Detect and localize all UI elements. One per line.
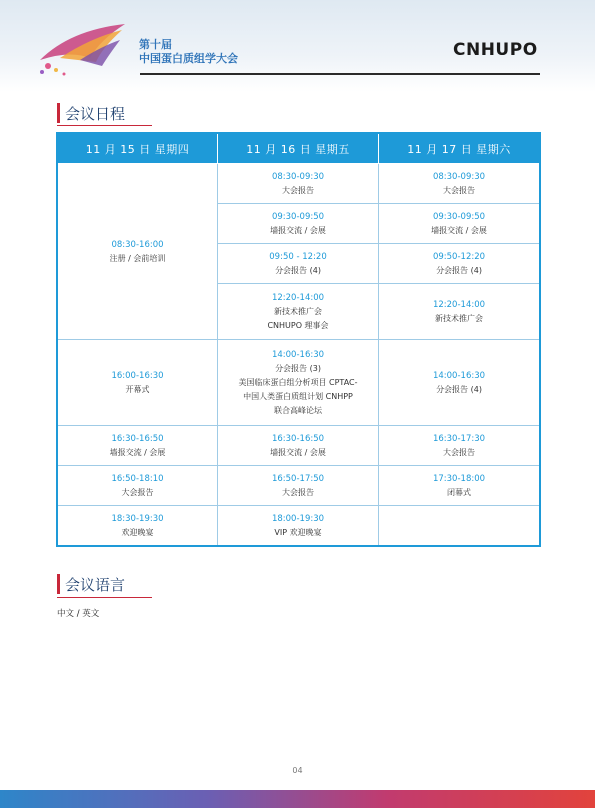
session-desc: CNHUPO 理事会 xyxy=(267,320,329,330)
brand-logo: CNHUPO xyxy=(453,40,538,60)
session-desc: 闭幕式 xyxy=(447,487,471,497)
schedule-cell xyxy=(218,244,379,284)
session-time: 16:30-16:50 xyxy=(111,433,164,444)
session-desc: 墙报交流 / 会展 xyxy=(109,447,166,457)
schedule-cell xyxy=(379,244,540,284)
session-time: 08:30-09:30 xyxy=(432,171,486,182)
session-desc: 联合高峰论坛 xyxy=(274,405,322,415)
session-desc: 墙报交流 / 会展 xyxy=(431,225,487,235)
session-desc: 大会报告 xyxy=(443,185,475,195)
session-desc: 分会报告 (4) xyxy=(436,384,482,394)
session-desc: 开幕式 xyxy=(125,384,150,394)
session-time: 16:30-17:30 xyxy=(432,433,486,444)
footer-gradient-bar xyxy=(0,790,595,808)
session-desc: 大会报告 xyxy=(443,447,475,457)
language-section-title xyxy=(57,573,125,595)
session-desc: 新技术推广会 xyxy=(274,306,322,316)
schedule-table xyxy=(57,133,540,546)
session-time: 18:30-19:30 xyxy=(111,513,164,524)
session-time: 16:00-16:30 xyxy=(111,370,164,381)
session-desc: 中国人类蛋白质组计划 CNHPP xyxy=(243,391,353,401)
session-time: 08:30-16:00 xyxy=(111,239,164,250)
schedule-cell xyxy=(58,426,218,466)
session-time: 14:00-16:30 xyxy=(432,370,486,381)
session-time: 16:30-16:50 xyxy=(271,433,325,444)
session-time: 09:30-09:50 xyxy=(271,211,325,222)
session-desc: 分会报告 (4) xyxy=(436,265,482,275)
schedule-header-row xyxy=(58,134,540,164)
session-desc: 墙报交流 / 会展 xyxy=(270,225,326,235)
session-desc: 大会报告 xyxy=(121,487,154,497)
schedule-cell xyxy=(218,466,379,506)
schedule-cell xyxy=(58,340,218,426)
session-time: 09:30-09:50 xyxy=(432,211,486,222)
session-desc: 墙报交流 / 会展 xyxy=(270,447,326,457)
session-time: 12:20-14:00 xyxy=(271,292,325,303)
schedule-cell xyxy=(218,506,379,546)
schedule-cell xyxy=(379,340,540,426)
schedule-cell xyxy=(379,284,540,340)
session-desc: 大会报告 xyxy=(282,487,314,497)
schedule-section-title xyxy=(57,102,125,124)
session-desc: 大会报告 xyxy=(282,185,314,195)
session-desc: 欢迎晚宴 xyxy=(121,527,154,537)
session-time: 09:50-12:20 xyxy=(432,251,486,262)
session-time: 12:20-14:00 xyxy=(432,299,486,310)
schedule-cell xyxy=(379,466,540,506)
column-header-day3: 11 月 17 日 星期六 xyxy=(379,134,540,164)
schedule-cell xyxy=(58,466,218,506)
section-underline xyxy=(57,125,152,126)
schedule-cell xyxy=(218,340,379,426)
session-desc: VIP 欢迎晚宴 xyxy=(274,527,322,537)
schedule-cell xyxy=(218,204,379,244)
schedule-cell xyxy=(218,164,379,204)
language-text: 中文 / 英文 xyxy=(57,609,100,619)
header-divider xyxy=(140,73,540,75)
session-desc: 分会报告 (3) xyxy=(275,363,321,373)
session-time: 18:00-19:30 xyxy=(271,513,325,524)
schedule-cell xyxy=(379,426,540,466)
language-title-text: 会议语言 xyxy=(65,575,126,594)
session-desc: 分会报告 (4) xyxy=(275,265,321,275)
session-time: 16:50-17:50 xyxy=(271,473,325,484)
conference-title-line2: 中国蛋白质组学大会 xyxy=(139,52,238,65)
schedule-cell xyxy=(218,284,379,340)
column-header-day1: 11 月 15 日 星期四 xyxy=(58,134,218,164)
session-time: 09:50 - 12:20 xyxy=(269,251,327,262)
schedule-cell xyxy=(379,204,540,244)
schedule-cell-empty xyxy=(379,506,540,546)
column-header-day2: 11 月 16 日 星期五 xyxy=(218,134,379,164)
schedule-cell xyxy=(58,506,218,546)
schedule-cell xyxy=(58,164,218,340)
session-time: 08:30-09:30 xyxy=(271,171,325,182)
section-marker xyxy=(57,103,60,123)
page-number: 04 xyxy=(292,766,303,775)
section-underline xyxy=(57,597,152,598)
schedule-title-text: 会议日程 xyxy=(65,104,126,123)
schedule-cell xyxy=(218,426,379,466)
section-marker xyxy=(57,574,60,594)
session-time: 16:50-18:10 xyxy=(111,473,164,484)
session-desc: 新技术推广会 xyxy=(435,313,483,323)
session-time: 17:30-18:00 xyxy=(432,473,486,484)
conference-title xyxy=(139,38,238,66)
session-time: 14:00-16:30 xyxy=(271,349,325,360)
session-desc: 注册 / 会前培训 xyxy=(109,253,166,263)
session-desc: 美国临床蛋白组分析项目 CPTAC- xyxy=(238,377,358,387)
conference-title-line1: 第十届 xyxy=(139,38,172,51)
conference-logo xyxy=(30,20,140,82)
schedule-cell xyxy=(379,164,540,204)
